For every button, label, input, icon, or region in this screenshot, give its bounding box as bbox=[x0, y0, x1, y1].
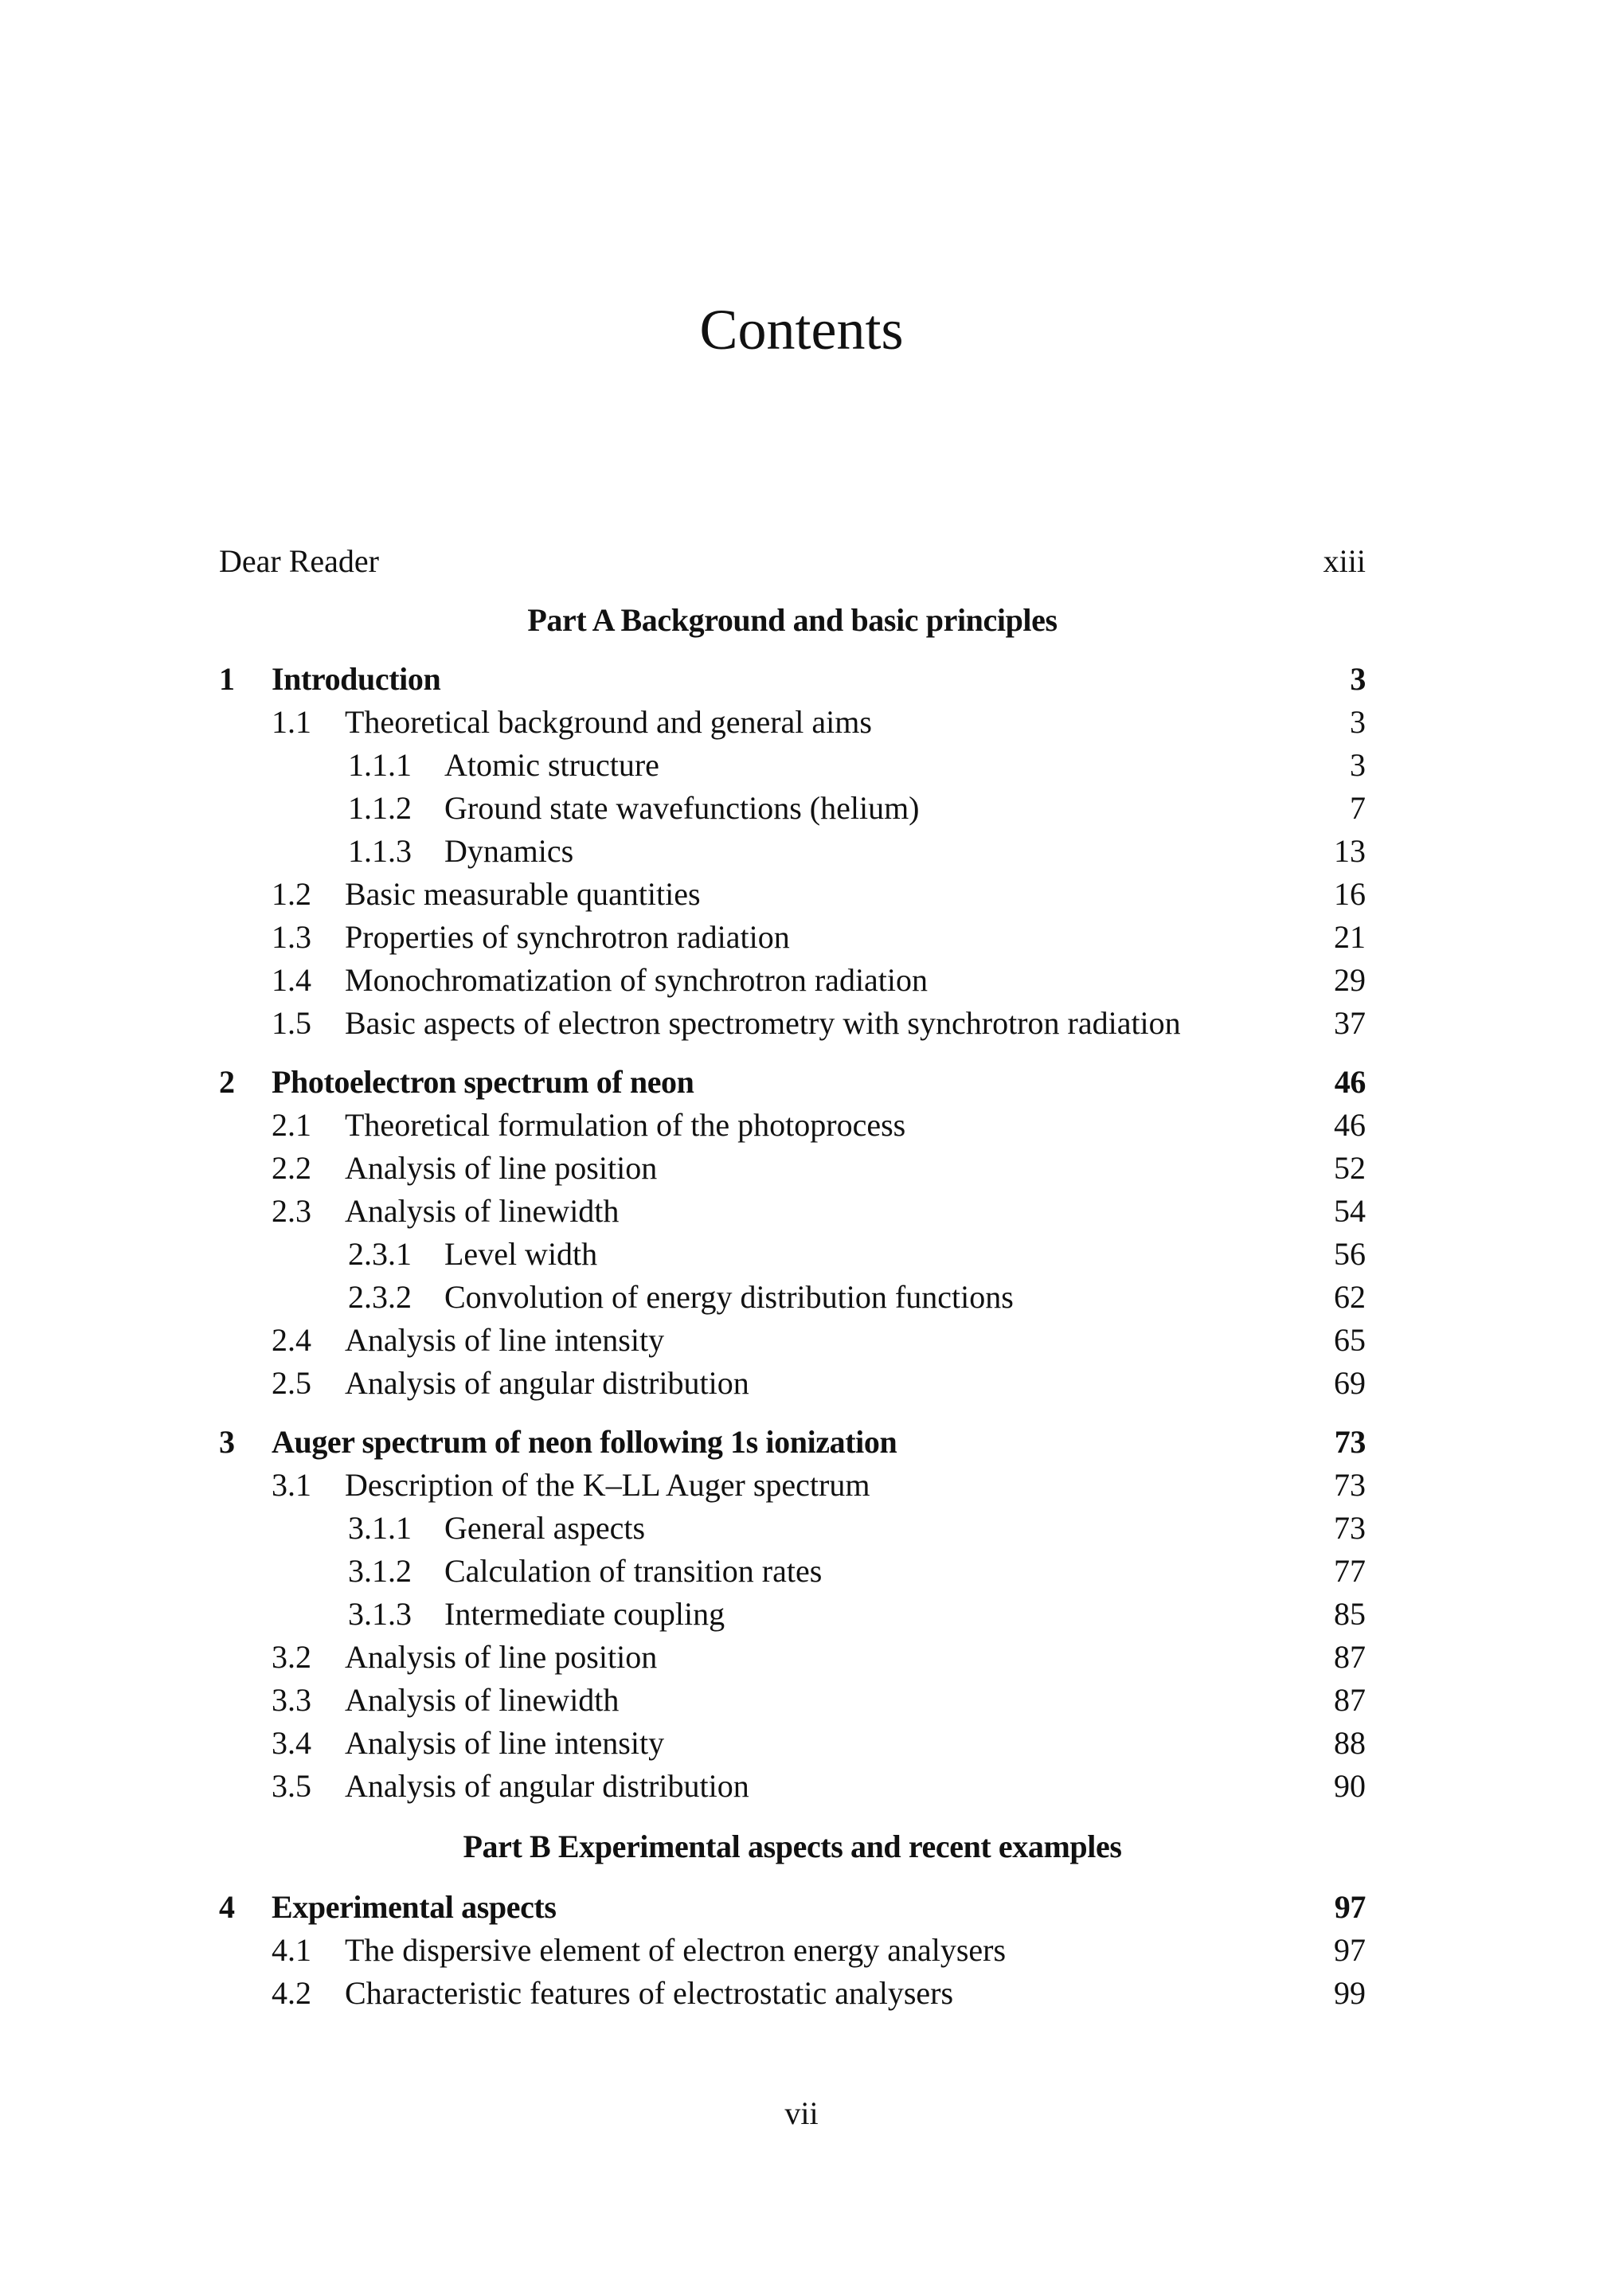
section-page: 87 bbox=[1334, 1682, 1366, 1718]
chapter-page: 73 bbox=[1334, 1424, 1366, 1460]
toc-chapter-4 bbox=[219, 1886, 1366, 1929]
section-title: Analysis of line intensity bbox=[345, 1322, 665, 1358]
table-of-contents bbox=[219, 540, 1366, 2015]
section-title: Analysis of angular distribution bbox=[345, 1365, 749, 1401]
chapter-page: 3 bbox=[1350, 661, 1366, 697]
section-page: 65 bbox=[1334, 1322, 1366, 1358]
subsection-page: 13 bbox=[1334, 833, 1366, 869]
toc-section-1-2 bbox=[219, 873, 1366, 916]
toc-section-2-3 bbox=[219, 1190, 1366, 1233]
subsection-number: 2.3.2 bbox=[348, 1279, 412, 1315]
subsection-number: 3.1.1 bbox=[348, 1510, 412, 1546]
toc-section-2-5 bbox=[219, 1362, 1366, 1405]
subsection-page: 7 bbox=[1350, 790, 1366, 826]
section-number: 2.1 bbox=[272, 1107, 311, 1143]
toc-subsection-1-1-3 bbox=[219, 830, 1366, 873]
toc-section-1-3 bbox=[219, 916, 1366, 959]
chapter-number: 3 bbox=[219, 1424, 235, 1460]
section-title: Analysis of line position bbox=[345, 1639, 658, 1675]
subsection-number: 1.1.2 bbox=[348, 790, 412, 826]
subsection-number: 2.3.1 bbox=[348, 1236, 412, 1272]
section-title: Basic aspects of electron spectrometry with synchrotron radiation bbox=[345, 1005, 1181, 1041]
toc-section-3-2 bbox=[219, 1636, 1366, 1679]
section-title: Analysis of line position bbox=[345, 1150, 658, 1186]
toc-section-4-1 bbox=[219, 1929, 1366, 1972]
section-page: 90 bbox=[1334, 1768, 1366, 1804]
page-number: vii bbox=[784, 2095, 819, 2131]
toc-subsection-2-3-2 bbox=[219, 1276, 1366, 1319]
section-number: 2.4 bbox=[272, 1322, 311, 1358]
toc-subsection-1-1-1 bbox=[219, 744, 1366, 787]
toc-section-2-1 bbox=[219, 1104, 1366, 1147]
section-title: Monochromatization of synchrotron radiation bbox=[345, 962, 929, 998]
section-page: 88 bbox=[1334, 1725, 1366, 1761]
toc-section-1-5 bbox=[219, 1002, 1366, 1045]
toc-section-1-1 bbox=[219, 701, 1366, 744]
toc-chapter-2 bbox=[219, 1061, 1366, 1104]
section-number: 4.1 bbox=[272, 1932, 311, 1968]
section-number: 3.5 bbox=[272, 1768, 311, 1804]
subsection-number: 1.1.3 bbox=[348, 833, 412, 869]
section-number: 2.3 bbox=[272, 1193, 311, 1229]
section-number: 3.2 bbox=[272, 1639, 311, 1675]
toc-section-3-4 bbox=[219, 1722, 1366, 1765]
section-number: 2.2 bbox=[272, 1150, 311, 1186]
subsection-title: Ground state wavefunctions (helium) bbox=[444, 790, 920, 826]
section-number: 4.2 bbox=[272, 1975, 311, 2011]
section-title: Theoretical formulation of the photoprocess bbox=[345, 1107, 906, 1143]
section-number: 1.3 bbox=[272, 919, 311, 955]
section-page: 99 bbox=[1334, 1975, 1366, 2011]
subsection-title: Dynamics bbox=[444, 833, 574, 869]
section-number: 1.1 bbox=[272, 704, 311, 740]
toc-chapter-3 bbox=[219, 1421, 1366, 1464]
subsection-title: General aspects bbox=[444, 1510, 646, 1546]
toc-subsection-3-1-2 bbox=[219, 1550, 1366, 1593]
toc-subsection-1-1-2 bbox=[219, 787, 1366, 830]
chapter-number: 2 bbox=[219, 1064, 235, 1100]
part-b-heading: Part B Experimental aspects and recent examples bbox=[463, 1829, 1122, 1864]
section-title: Analysis of linewidth bbox=[345, 1193, 620, 1229]
part-a-heading: Part A Background and basic principles bbox=[527, 602, 1058, 638]
subsection-page: 77 bbox=[1334, 1553, 1366, 1589]
toc-entry-dear-reader bbox=[219, 540, 1366, 583]
subsection-number: 3.1.2 bbox=[348, 1553, 412, 1589]
section-page: 52 bbox=[1334, 1150, 1366, 1186]
page-title: Contents bbox=[699, 298, 904, 362]
section-number: 2.5 bbox=[272, 1365, 311, 1401]
section-number: 1.4 bbox=[272, 962, 311, 998]
chapter-page: 46 bbox=[1334, 1064, 1366, 1100]
subsection-page: 3 bbox=[1350, 747, 1366, 783]
toc-section-1-4 bbox=[219, 959, 1366, 1002]
toc-entry-page: xiii bbox=[1323, 543, 1366, 579]
section-number: 1.2 bbox=[272, 876, 311, 912]
subsection-title: Level width bbox=[444, 1236, 598, 1272]
subsection-title: Calculation of transition rates bbox=[444, 1553, 823, 1589]
toc-section-3-5 bbox=[219, 1765, 1366, 1808]
section-title: The dispersive element of electron energy analysers bbox=[345, 1932, 1007, 1968]
section-number: 1.5 bbox=[272, 1005, 311, 1041]
toc-section-3-1 bbox=[219, 1464, 1366, 1507]
section-title: Properties of synchrotron radiation bbox=[345, 919, 790, 955]
chapter-number: 4 bbox=[219, 1889, 235, 1925]
section-number: 3.3 bbox=[272, 1682, 311, 1718]
chapter-title: Photoelectron spectrum of neon bbox=[272, 1064, 694, 1100]
section-title: Description of the K–LL Auger spectrum bbox=[345, 1467, 870, 1503]
subsection-number: 1.1.1 bbox=[348, 747, 412, 783]
subsection-page: 85 bbox=[1334, 1596, 1366, 1632]
chapter-title: Introduction bbox=[272, 661, 441, 697]
section-title: Analysis of linewidth bbox=[345, 1682, 620, 1718]
toc-section-3-3 bbox=[219, 1679, 1366, 1722]
toc-chapter-1 bbox=[219, 658, 1366, 701]
section-number: 3.4 bbox=[272, 1725, 311, 1761]
section-title: Analysis of angular distribution bbox=[345, 1768, 749, 1804]
subsection-page: 73 bbox=[1334, 1510, 1366, 1546]
toc-section-4-2 bbox=[219, 1972, 1366, 2015]
section-page: 29 bbox=[1334, 962, 1366, 998]
toc-subsection-3-1-3 bbox=[219, 1593, 1366, 1636]
subsection-title: Intermediate coupling bbox=[444, 1596, 725, 1632]
subsection-page: 56 bbox=[1334, 1236, 1366, 1272]
chapter-title: Auger spectrum of neon following 1s ionization bbox=[272, 1424, 897, 1460]
chapter-number: 1 bbox=[219, 661, 235, 697]
section-title: Theoretical background and general aims bbox=[345, 704, 872, 740]
section-title: Basic measurable quantities bbox=[345, 876, 701, 912]
section-page: 21 bbox=[1334, 919, 1366, 955]
section-page: 97 bbox=[1334, 1932, 1366, 1968]
section-page: 46 bbox=[1334, 1107, 1366, 1143]
section-page: 73 bbox=[1334, 1467, 1366, 1503]
section-number: 3.1 bbox=[272, 1467, 311, 1503]
section-page: 87 bbox=[1334, 1639, 1366, 1675]
section-page: 69 bbox=[1334, 1365, 1366, 1401]
subsection-page: 62 bbox=[1334, 1279, 1366, 1315]
section-page: 16 bbox=[1334, 876, 1366, 912]
section-title: Analysis of line intensity bbox=[345, 1725, 665, 1761]
subsection-title: Atomic structure bbox=[444, 747, 659, 783]
toc-subsection-3-1-1 bbox=[219, 1507, 1366, 1550]
toc-section-2-4 bbox=[219, 1319, 1366, 1362]
section-page: 3 bbox=[1350, 704, 1366, 740]
toc-entry-title: Dear Reader bbox=[219, 543, 379, 579]
section-title: Characteristic features of electrostatic analysers bbox=[345, 1975, 954, 2011]
section-page: 54 bbox=[1334, 1193, 1366, 1229]
chapter-page: 97 bbox=[1334, 1889, 1366, 1925]
subsection-title: Convolution of energy distribution functions bbox=[444, 1279, 1014, 1315]
toc-section-2-2 bbox=[219, 1147, 1366, 1190]
subsection-number: 3.1.3 bbox=[348, 1596, 412, 1632]
toc-subsection-2-3-1 bbox=[219, 1233, 1366, 1276]
chapter-title: Experimental aspects bbox=[272, 1889, 557, 1925]
section-page: 37 bbox=[1334, 1005, 1366, 1041]
